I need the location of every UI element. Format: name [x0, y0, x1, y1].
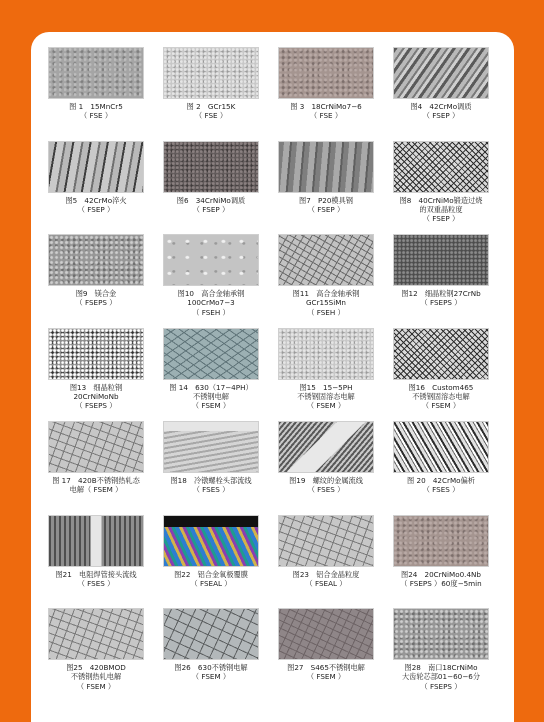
specimen-caption [278, 196, 374, 215]
caption-line: 的双重晶粒度 [419, 204, 463, 214]
caption-line: 图 2 GCr15K [186, 102, 236, 111]
specimen-caption [278, 289, 374, 317]
specimen-card [278, 328, 374, 422]
caption-line: （ FSEM ） [306, 401, 346, 411]
specimen-caption [163, 570, 259, 589]
specimen-card [48, 421, 144, 515]
micrograph-image [48, 515, 144, 567]
specimen-card [393, 234, 489, 328]
caption-line: （ FSE ） [79, 111, 113, 121]
specimen-caption [393, 570, 489, 589]
caption-line: 图 3 18CrNiMo7−6 [290, 102, 362, 111]
caption-line: （ FSES ） [422, 485, 460, 495]
caption-line: （ FSEPS ）60度−5min [400, 578, 482, 588]
specimen-caption [163, 383, 259, 411]
specimen-caption [48, 663, 144, 691]
specimen-caption [48, 476, 144, 495]
micrograph-image [163, 515, 259, 567]
specimen-card [393, 608, 489, 702]
specimen-card [163, 608, 259, 702]
caption-line: 图6 34CrNiMo调质 [176, 195, 246, 205]
caption-line: （ FSEPS ） [75, 298, 117, 308]
caption-line: （ FSEM ） [76, 681, 116, 691]
specimen-card [163, 328, 259, 422]
specimen-card [48, 141, 144, 235]
caption-line: 图28 南口18CrNiMo [404, 663, 478, 672]
caption-line: 图21 电阻焊管接头流线 [55, 569, 137, 579]
micrograph-image [163, 234, 259, 286]
specimen-caption [163, 196, 259, 215]
caption-line: 图15 15−5PH [299, 382, 353, 392]
caption-line: 20CrNiMoNb [73, 391, 119, 401]
specimen-card [48, 234, 144, 328]
specimen-card [163, 47, 259, 141]
caption-line: 图10 高合金轴承钢 [177, 289, 245, 298]
specimen-caption [278, 102, 374, 121]
caption-line: 图27 S465不锈钢电解 [287, 663, 365, 672]
specimen-card [163, 515, 259, 609]
specimen-card [278, 47, 374, 141]
caption-line: 图 20 42CrMo偏析 [407, 476, 475, 485]
caption-line: （ FSE ） [309, 111, 343, 121]
micrograph-image [393, 515, 489, 567]
caption-line: （ FSES ） [192, 485, 230, 495]
specimen-card [48, 608, 144, 702]
specimen-card [48, 328, 144, 422]
specimen-caption [163, 476, 259, 495]
micrograph-image [278, 47, 374, 99]
specimen-grid [48, 47, 489, 702]
specimen-caption [48, 383, 144, 411]
caption-line: （ FSEM ） [421, 401, 461, 411]
specimen-card [393, 328, 489, 422]
micrograph-image [48, 421, 144, 473]
specimen-caption [48, 289, 144, 308]
caption-line: （ FSEM ） [191, 672, 231, 682]
micrograph-image [278, 234, 374, 286]
caption-line: 图19 螺纹的金属流线 [289, 476, 363, 485]
caption-line: （ FSEPS ） [420, 681, 462, 691]
micrograph-image [48, 608, 144, 660]
caption-line: 图22 铝合金氧极覆膜 [174, 569, 248, 579]
caption-line: 图11 高合金轴承钢 [292, 289, 360, 298]
caption-line: （ FSEAL ） [190, 578, 232, 588]
specimen-caption [48, 570, 144, 589]
micrograph-image [393, 141, 489, 193]
caption-line: 图 1 15MnCr5 [69, 102, 123, 111]
specimen-caption [48, 102, 144, 121]
caption-line: （ FSEAL ） [305, 578, 347, 588]
caption-line: 图13 细晶粒钢 [69, 382, 123, 392]
caption-line: 大齿轮芯部01−60−6分 [401, 672, 481, 682]
caption-line: 图 17 420B不锈钢热轧态 [52, 476, 140, 485]
caption-line: 不锈钢电解 [193, 391, 229, 401]
micrograph-image [393, 328, 489, 380]
specimen-card [278, 421, 374, 515]
micrograph-image [278, 141, 374, 193]
micrograph-image [393, 608, 489, 660]
specimen-card [48, 515, 144, 609]
micrograph-image [163, 328, 259, 380]
specimen-card [278, 515, 374, 609]
micrograph-image [278, 328, 374, 380]
micrograph-image [278, 515, 374, 567]
specimen-card [278, 608, 374, 702]
micrograph-image [48, 141, 144, 193]
micrograph-image [163, 421, 259, 473]
caption-line: 电解（ FSEM ） [69, 485, 123, 495]
caption-line: 不锈钢热轧电解 [70, 672, 122, 682]
caption-line: 图9 镁合金 [75, 289, 117, 298]
micrograph-image [278, 608, 374, 660]
caption-line: （ FSEPS ） [420, 298, 462, 308]
specimen-caption [393, 383, 489, 411]
specimen-caption [393, 102, 489, 121]
caption-line: 图7 P20模具钢 [299, 195, 353, 205]
micrograph-image [163, 47, 259, 99]
specimen-caption [163, 102, 259, 121]
specimen-card [393, 515, 489, 609]
specimen-card [163, 421, 259, 515]
caption-line: 图26 630不锈钢电解 [174, 663, 248, 672]
caption-line: 图24 20CrNiMo0.4Nb [401, 569, 481, 579]
caption-line: （ FSEP ） [422, 214, 460, 224]
specimen-caption [48, 196, 144, 215]
specimen-caption [393, 476, 489, 495]
micrograph-image [48, 234, 144, 286]
caption-line: 图16 Custom465 [408, 382, 474, 392]
micrograph-image [393, 47, 489, 99]
specimen-caption [278, 663, 374, 682]
specimen-card [163, 234, 259, 328]
caption-line: 图4 42CrMo调质 [410, 102, 472, 111]
caption-line: 图23 铝合金晶粒度 [292, 569, 360, 579]
specimen-caption [163, 663, 259, 682]
micrograph-image [163, 141, 259, 193]
caption-line: （ FSES ） [77, 578, 115, 588]
caption-line: 不锈钢固溶态电解 [412, 391, 470, 401]
micrograph-image [393, 421, 489, 473]
micrograph-image [278, 421, 374, 473]
caption-line: （ FSEP ） [77, 204, 115, 214]
caption-line: 图18 冷镦螺栓头部流线 [170, 476, 252, 485]
caption-line: （ FSEH ） [307, 307, 345, 317]
catalog-panel [31, 32, 514, 722]
specimen-caption [163, 289, 259, 317]
specimen-card [278, 234, 374, 328]
caption-line: 图 14 630（17−4PH） [169, 382, 253, 392]
caption-line: 图12 细晶粒钢27CrNb [401, 289, 481, 298]
specimen-card [393, 47, 489, 141]
specimen-caption [278, 383, 374, 411]
specimen-card [163, 141, 259, 235]
caption-line: 100CrMo7−3 [187, 298, 235, 308]
micrograph-image [48, 328, 144, 380]
specimen-card [393, 421, 489, 515]
caption-line: （ FSES ） [307, 485, 345, 495]
caption-line: （ FSEH ） [192, 307, 230, 317]
caption-line: 图25 420BMOD [66, 663, 126, 672]
specimen-card [48, 47, 144, 141]
caption-line: （ FSE ） [194, 111, 228, 121]
caption-line: 不锈钢固溶态电解 [297, 391, 355, 401]
specimen-caption [278, 570, 374, 589]
caption-line: （ FSEP ） [422, 111, 460, 121]
micrograph-image [48, 47, 144, 99]
micrograph-image [163, 608, 259, 660]
specimen-caption [393, 663, 489, 691]
caption-line: 图8 40CrNiMo锻造过烧 [399, 195, 483, 205]
micrograph-image [393, 234, 489, 286]
caption-line: （ FSEPS ） [75, 401, 117, 411]
specimen-caption [278, 476, 374, 495]
caption-line: （ FSEP ） [307, 204, 345, 214]
specimen-card [393, 141, 489, 235]
caption-line: （ FSEP ） [192, 204, 230, 214]
specimen-card [278, 141, 374, 235]
caption-line: GCr15SiMn [305, 298, 346, 308]
specimen-caption [393, 289, 489, 308]
caption-line: （ FSEM ） [306, 672, 346, 682]
caption-line: 图5 42CrMo淬火 [65, 195, 127, 205]
caption-line: （ FSEM ） [191, 401, 231, 411]
specimen-caption [393, 196, 489, 224]
